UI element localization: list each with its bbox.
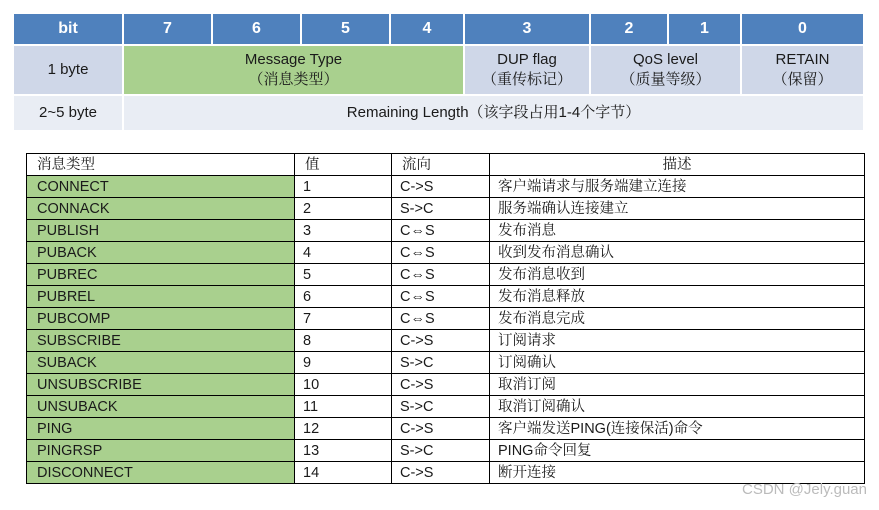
cell-direction: C⇔S (392, 286, 490, 308)
cell-type: CONNACK (27, 198, 295, 220)
message-table-body (27, 176, 865, 484)
table-row (27, 286, 865, 308)
table-row (27, 396, 865, 418)
cell-value: 14 (295, 462, 392, 484)
cell-type: PUBACK (27, 242, 295, 264)
byte1-row (14, 46, 863, 94)
bit-6: 6 (213, 14, 300, 44)
bit-7: 7 (124, 14, 211, 44)
cell-direction: S->C (392, 440, 490, 462)
cell-direction: C->S (392, 176, 490, 198)
cell-value: 1 (295, 176, 392, 198)
cell-description: 取消订阅确认 (490, 396, 865, 418)
dup-flag-label: DUP flag (497, 51, 557, 68)
cell-description: 客户端请求与服务端建立连接 (490, 176, 865, 198)
message-type-label: Message Type (244, 51, 343, 68)
cell-value: 9 (295, 352, 392, 374)
cell-direction: C->S (392, 374, 490, 396)
cell-value: 6 (295, 286, 392, 308)
cell-value: 2 (295, 198, 392, 220)
bit-3: 3 (465, 14, 589, 44)
col-header-direction: 流向 (392, 154, 490, 176)
col-header-type: 消息类型 (27, 154, 295, 176)
cell-value: 5 (295, 264, 392, 286)
byte2-5-row (14, 96, 863, 130)
cell-direction: C->S (392, 418, 490, 440)
retain-cell (742, 46, 863, 94)
cell-direction: C->S (392, 462, 490, 484)
table-row (27, 440, 865, 462)
col-header-value: 值 (295, 154, 392, 176)
qos-level-cell (591, 46, 740, 94)
cell-description: 发布消息收到 (490, 264, 865, 286)
dup-flag-cn: （重传标记） (481, 71, 572, 88)
cell-direction: S->C (392, 396, 490, 418)
cell-description: 取消订阅 (490, 374, 865, 396)
cell-value: 3 (295, 220, 392, 242)
cell-description: 订阅请求 (490, 330, 865, 352)
cell-description: 服务端确认连接建立 (490, 198, 865, 220)
table-row (27, 176, 865, 198)
table-row (27, 198, 865, 220)
table-row (27, 264, 865, 286)
cell-type: CONNECT (27, 176, 295, 198)
cell-value: 12 (295, 418, 392, 440)
cell-type: PUBLISH (27, 220, 295, 242)
table-row (27, 418, 865, 440)
cell-description: 发布消息 (490, 220, 865, 242)
cell-type: PINGRSP (27, 440, 295, 462)
cell-description: 客户端发送PING(连接保活)命令 (490, 418, 865, 440)
message-type-cell (124, 46, 463, 94)
byte1-label: 1 byte (14, 46, 122, 94)
cell-direction: S->C (392, 352, 490, 374)
cell-type: PUBREL (27, 286, 295, 308)
message-table-header (27, 154, 865, 176)
table-row (27, 462, 865, 484)
watermark: CSDN @Jely.guan (742, 481, 867, 498)
cell-value: 8 (295, 330, 392, 352)
bit-1: 1 (669, 14, 740, 44)
bit-label: bit (14, 14, 122, 44)
cell-description: 断开连接 (490, 462, 865, 484)
cell-direction: C->S (392, 330, 490, 352)
cell-type: SUBACK (27, 352, 295, 374)
cell-description: 收到发布消息确认 (490, 242, 865, 264)
retain-cn: （保留） (772, 71, 833, 88)
cell-type: PUBREC (27, 264, 295, 286)
dup-flag-cell (465, 46, 589, 94)
cell-description: 发布消息释放 (490, 286, 865, 308)
cell-direction: C⇔S (392, 220, 490, 242)
qos-level-label: QoS level (632, 51, 699, 68)
cell-type: SUBSCRIBE (27, 330, 295, 352)
cell-value: 10 (295, 374, 392, 396)
cell-direction: C⇔S (392, 308, 490, 330)
cell-value: 7 (295, 308, 392, 330)
fixed-header-table (12, 12, 865, 132)
retain-label: RETAIN (775, 51, 830, 68)
cell-direction: S->C (392, 198, 490, 220)
cell-description: PING命令回复 (490, 440, 865, 462)
table-row (27, 220, 865, 242)
cell-type: DISCONNECT (27, 462, 295, 484)
cell-description: 发布消息完成 (490, 308, 865, 330)
cell-type: PING (27, 418, 295, 440)
table-row (27, 330, 865, 352)
remaining-length-cell: Remaining Length（该字段占用1-4个字节） (124, 96, 863, 130)
bit-4: 4 (391, 14, 463, 44)
cell-type: UNSUBSCRIBE (27, 374, 295, 396)
byte2-5-label: 2~5 byte (14, 96, 122, 130)
bit-5: 5 (302, 14, 389, 44)
cell-direction: C⇔S (392, 242, 490, 264)
qos-level-cn: （质量等级） (620, 71, 711, 88)
message-type-table (26, 153, 865, 484)
table-row (27, 242, 865, 264)
bit-header-row (14, 14, 863, 44)
table-row (27, 374, 865, 396)
cell-value: 13 (295, 440, 392, 462)
bit-0: 0 (742, 14, 863, 44)
cell-type: PUBCOMP (27, 308, 295, 330)
message-type-cn: （消息类型） (248, 71, 339, 88)
col-header-description: 描述 (490, 154, 865, 176)
bit-2: 2 (591, 14, 667, 44)
cell-direction: C⇔S (392, 264, 490, 286)
table-row (27, 352, 865, 374)
cell-value: 11 (295, 396, 392, 418)
cell-description: 订阅确认 (490, 352, 865, 374)
cell-value: 4 (295, 242, 392, 264)
table-row (27, 308, 865, 330)
cell-type: UNSUBACK (27, 396, 295, 418)
